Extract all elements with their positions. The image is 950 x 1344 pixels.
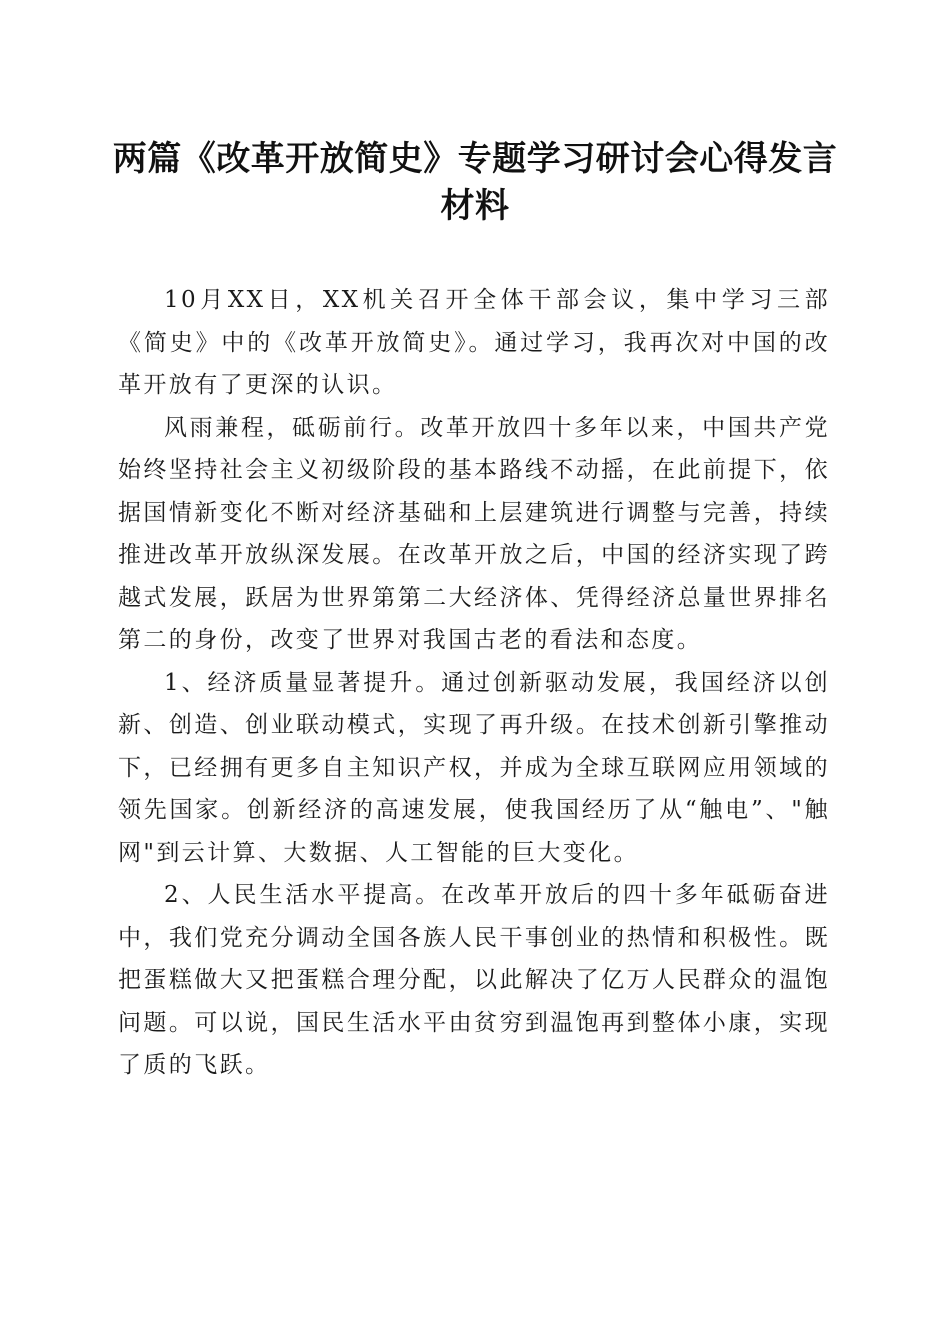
paragraph-overview: 风雨兼程，砥砺前行。改革开放四十多年以来，中国共产党始终坚持社会主义初级阶段的基本路线不动摇，在此前提下，依据国情新变化不断对经济基础和上层建筑进行调整与完善，持续推进改革开放纵深发展。在改革开放之后，中国的经济实现了跨越式发展，跃居为世界第第二大经济体、凭得经济总量世界排名第二的身份，改变了世界对我国古老的看法和态度。 (118, 414, 830, 653)
document-body (118, 279, 830, 1087)
paragraph-intro: 10月XX日，XX机关召开全体干部会议，集中学习三部《简史》中的《改革开放简史》。通过学习，我再次对中国的改革开放有了更深的认识。 (118, 287, 830, 398)
paragraph-point-1: 1、经济质量显著提升。通过创新驱动发展，我国经济以创新、创造、创业联动模式，实现了再升级。在技术创新引擎推动下，已经拥有更多自主知识产权，并成为全球互联网应用领域的领先国家。创新经济的高速发展，使我国经历了从“触电”、"触网"到云计算、大数据、人工智能的巨大变化。 (118, 669, 830, 866)
paragraph-point-2: 2、人民生活水平提高。在改革开放后的四十多年砥砺奋进中，我们党充分调动全国各族人民干事创业的热情和积极性。既把蛋糕做大又把蛋糕合理分配，以此解决了亿万人民群众的温饱问题。可以说，国民生活水平由贫穷到温饱再到整体小康，实现了质的飞跃。 (118, 882, 830, 1078)
document-title: 两篇《改革开放简史》专题学习研讨会心得发言材料 (112, 139, 838, 226)
